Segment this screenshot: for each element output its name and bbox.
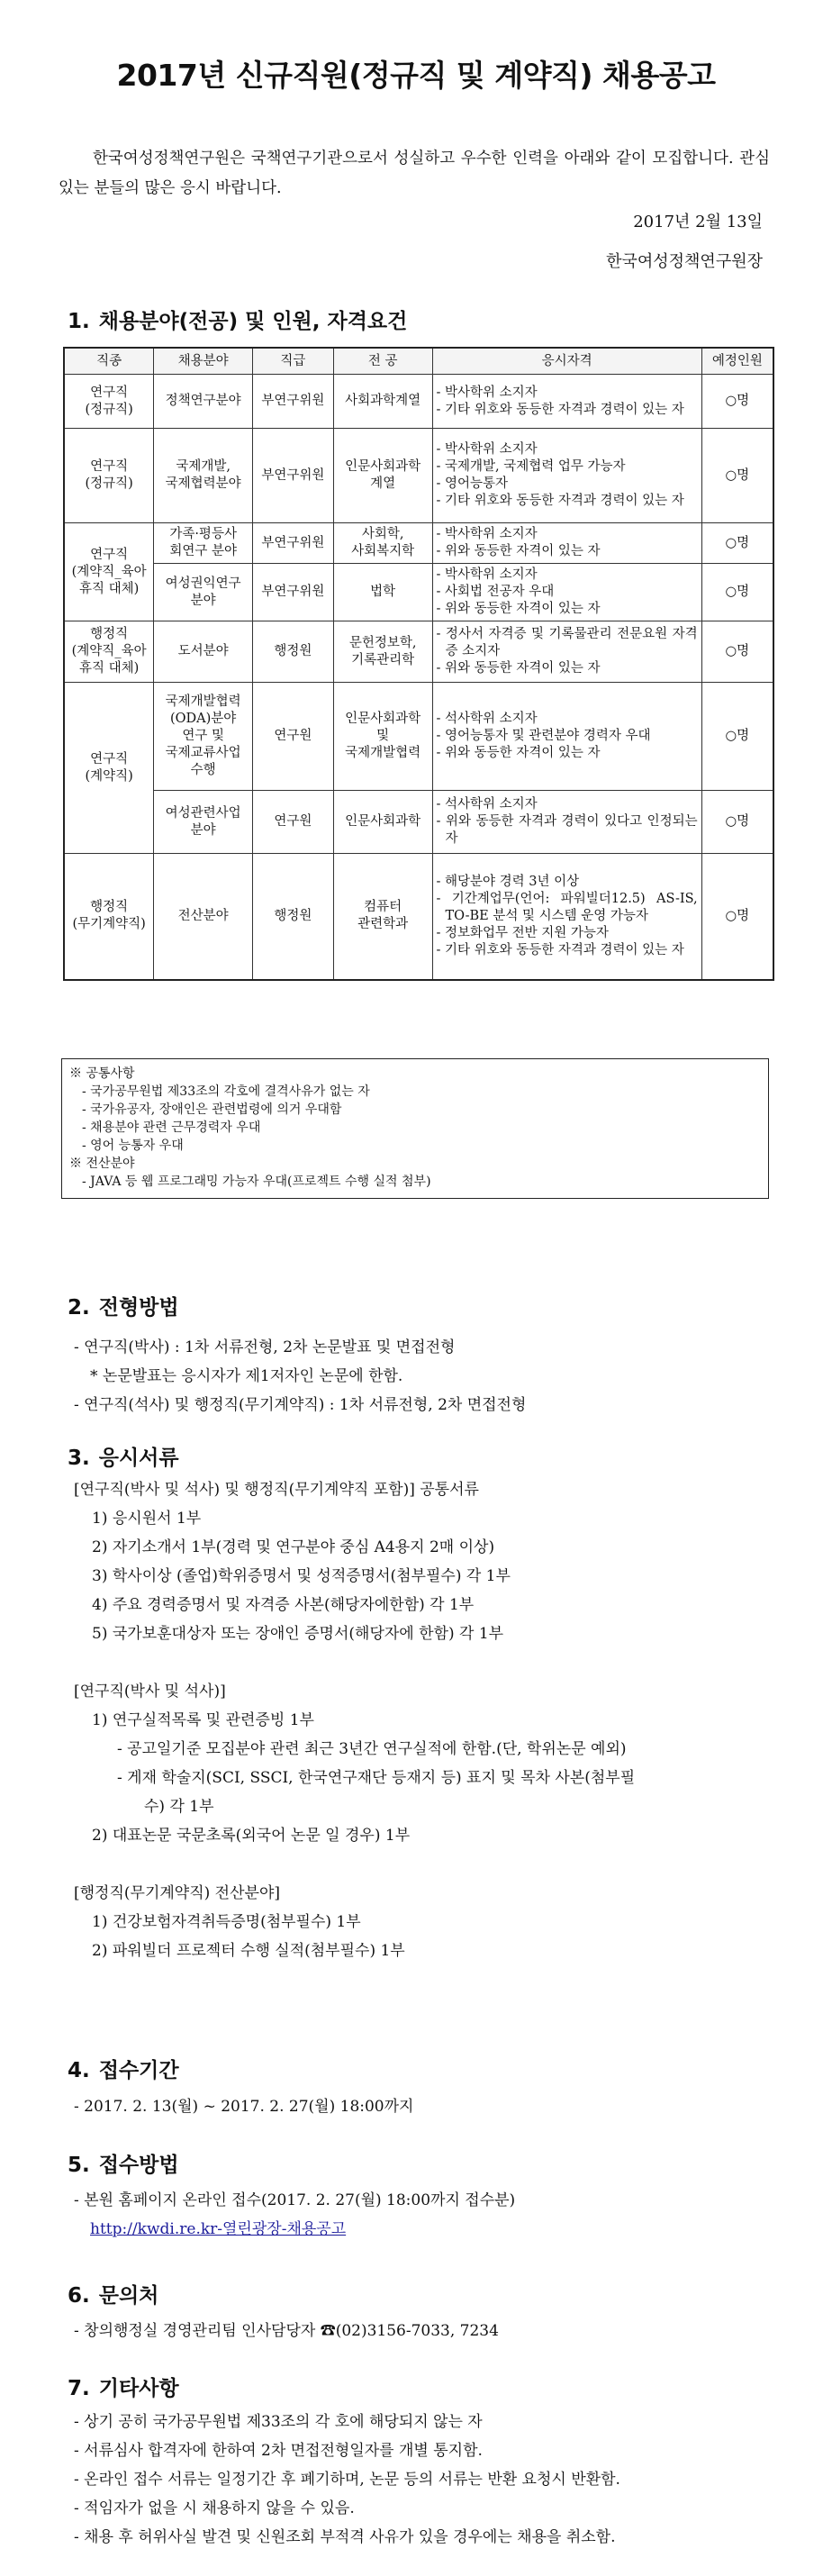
cell-count: ○명 xyxy=(701,564,773,621)
cell-jong: 행정직 (무기계약직) xyxy=(64,854,154,980)
qual-item: - 해당분야 경력 3년 이상 xyxy=(436,874,580,889)
cell-field: 여성관련사업 분야 xyxy=(154,791,253,854)
qual-item: - 영어능통자 및 관련분야 경력자 우대 xyxy=(436,729,651,743)
section-2-heading: 2. 전형방법 xyxy=(68,1296,179,1320)
section-2-body xyxy=(74,1333,785,1420)
docs-item: 1) 건강보험자격취득증명(첨부필수) 1부 xyxy=(92,1913,361,1931)
notice-date: 2017년 2월 13일 xyxy=(633,213,763,231)
cell-quals xyxy=(432,854,701,980)
cell-count: ○명 xyxy=(701,791,773,854)
contact-line: - 창의행정실 경영관리팀 인사담당자 ☎(02)3156-7033, 7234 xyxy=(74,2322,499,2340)
qual-item: - 기타 위호와 동등한 자격과 경력이 있는 자 xyxy=(436,402,684,417)
qual-item: - 박사학위 소지자 xyxy=(436,527,538,541)
section-6-heading: 6. 문의처 xyxy=(68,2284,159,2308)
cell-major: 인문사회과학 xyxy=(333,791,432,854)
cell-count: ○명 xyxy=(701,854,773,980)
docs-group-research: [연구직(박사 및 석사)] xyxy=(74,1683,226,1701)
header-count: 예정인원 xyxy=(701,348,773,375)
issuer-name: 한국여성정책연구원장 xyxy=(606,252,763,271)
qual-item: - 석사학위 소지자 xyxy=(436,797,538,812)
notes-common-item: - 채용분야 관련 근무경력자 우대 xyxy=(82,1120,261,1135)
table-row xyxy=(64,523,773,564)
cell-grade: 부연구위원 xyxy=(253,375,334,429)
notes-it-item: - JAVA 등 웹 프로그래밍 가능자 우대(프로젝트 수행 실적 첨부) xyxy=(82,1175,431,1189)
cell-field: 도서분야 xyxy=(154,621,253,683)
notes-common-heading: ※ 공통사항 xyxy=(69,1066,135,1081)
qual-item: - 박사학위 소지자 xyxy=(436,442,538,457)
section-5-body xyxy=(74,2186,785,2244)
notes-box xyxy=(61,1058,769,1199)
qual-item: - 영어능통자 xyxy=(436,476,509,491)
qual-item: - 기간계업무(언어: 파워빌더12.5) AS-IS, TO-BE 분석 및 시스템 운영 가능자 xyxy=(436,891,698,923)
table-row xyxy=(64,429,773,523)
selection-line: - 연구직(박사) : 1차 서류전형, 2차 논문발표 및 면접전형 xyxy=(74,1338,456,1356)
apply-line: - 본원 홈페이지 온라인 접수(2017. 2. 27(월) 18:00까지 접수분) xyxy=(74,2191,516,2209)
notes-it-heading: ※ 전산분야 xyxy=(69,1156,135,1171)
docs-subitem-cont: 수) 각 1부 xyxy=(144,1798,214,1816)
cell-grade: 행정원 xyxy=(253,854,334,980)
apply-link[interactable]: http://kwdi.re.kr-열린광장-채용공고 xyxy=(90,2220,347,2238)
header-quals: 응시자격 xyxy=(432,348,701,375)
qual-item: - 위와 동등한 자격이 있는 자 xyxy=(436,746,601,760)
misc-line: - 상기 공히 국가공무원법 제33조의 각 호에 해당되지 않는 자 xyxy=(74,2413,483,2431)
docs-item: 2) 대표논문 국문초록(외국어 논문 일 경우) 1부 xyxy=(92,1827,411,1845)
cell-grade: 행정원 xyxy=(253,621,334,683)
selection-line: - 연구직(석사) 및 행정직(무기계약직) : 1차 서류전형, 2차 면접전형 xyxy=(74,1396,527,1414)
qual-item: - 위와 동등한 자격이 있는 자 xyxy=(436,544,601,558)
docs-item: 2) 파워빌더 프로젝터 수행 실적(첨부필수) 1부 xyxy=(92,1942,405,1960)
cell-quals xyxy=(432,564,701,621)
qual-item: - 석사학위 소지자 xyxy=(436,712,538,726)
qual-item: - 위와 동등한 자격이 있는 자 xyxy=(436,602,601,616)
cell-major: 법학 xyxy=(333,564,432,621)
qual-item: - 기타 위호와 동등한 자격과 경력이 있는 자 xyxy=(436,942,684,957)
section-3-heading: 3. 응시서류 xyxy=(68,1447,179,1470)
docs-item: 2) 자기소개서 1부(경력 및 연구분야 중심 A4용지 2매 이상) xyxy=(92,1538,495,1556)
cell-field: 국제개발협력 (ODA)분야 연구 및 국제교류사업 수행 xyxy=(154,683,253,791)
misc-line: - 적임자가 없을 시 채용하지 않을 수 있음. xyxy=(74,2499,355,2517)
docs-group-it: [행정직(무기계약직) 전산분야] xyxy=(74,1884,280,1902)
table-body xyxy=(64,375,773,980)
qual-item: - 사회법 전공자 우대 xyxy=(436,585,555,599)
qual-item: - 위와 동등한 자격이 있는 자 xyxy=(436,661,601,676)
cell-grade: 부연구위원 xyxy=(253,523,334,564)
cell-major: 문헌정보학, 기록관리학 xyxy=(333,621,432,683)
qual-item: - 박사학위 소지자 xyxy=(436,567,538,582)
cell-major: 사회학, 사회복지학 xyxy=(333,523,432,564)
cell-jong: 연구직 (계약직_육아 휴직 대체) xyxy=(64,523,154,621)
cell-jong: 연구직 (정규직) xyxy=(64,429,154,523)
table-row xyxy=(64,564,773,621)
qual-item: - 기타 위호와 동등한 자격과 경력이 있는 자 xyxy=(436,494,684,508)
cell-count: ○명 xyxy=(701,683,773,791)
cell-count: ○명 xyxy=(701,523,773,564)
docs-item: 4) 주요 경력증명서 및 자격증 사본(해당자에한함) 각 1부 xyxy=(92,1596,475,1614)
cell-grade: 부연구위원 xyxy=(253,564,334,621)
section-7-body xyxy=(74,2408,785,2552)
docs-item: 5) 국가보훈대상자 또는 장애인 증명서(해당자에 한함) 각 1부 xyxy=(92,1625,504,1643)
cell-major: 컴퓨터 관련학과 xyxy=(333,854,432,980)
cell-quals xyxy=(432,791,701,854)
section-3-body xyxy=(74,1475,785,1965)
cell-major: 인문사회과학 계열 xyxy=(333,429,432,523)
cell-field: 가족·평등사 회연구 분야 xyxy=(154,523,253,564)
cell-count: ○명 xyxy=(701,621,773,683)
section-4-heading: 4. 접수기간 xyxy=(68,2059,179,2082)
cell-major: 인문사회과학 및 국제개발협력 xyxy=(333,683,432,791)
table-row xyxy=(64,791,773,854)
period-line: - 2017. 2. 13(월) ~ 2017. 2. 27(월) 18:00까지 xyxy=(74,2098,414,2116)
cell-jong: 연구직 (정규직) xyxy=(64,375,154,429)
cell-quals xyxy=(432,375,701,429)
header-field: 채용분야 xyxy=(154,348,253,375)
cell-grade: 부연구위원 xyxy=(253,429,334,523)
header-major: 전 공 xyxy=(333,348,432,375)
requirements-table xyxy=(63,347,774,981)
table-row xyxy=(64,375,773,429)
section-7-heading: 7. 기타사항 xyxy=(68,2377,179,2400)
cell-field: 전산분야 xyxy=(154,854,253,980)
docs-item: 1) 응시원서 1부 xyxy=(92,1510,202,1528)
notes-common-item: - 국가유공자, 장애인은 관련법령에 의거 우대함 xyxy=(82,1102,342,1117)
cell-field: 정책연구분야 xyxy=(154,375,253,429)
cell-count: ○명 xyxy=(701,429,773,523)
header-grade: 직급 xyxy=(253,348,334,375)
cell-quals xyxy=(432,621,701,683)
qual-item: - 정사서 자격증 및 기록물관리 전문요원 자격증 소지자 xyxy=(436,627,698,658)
notes-common-item: - 국가공무원법 제33조의 각호에 결격사유가 없는 자 xyxy=(82,1084,370,1099)
section-1-heading: 1. 채용분야(전공) 및 인원, 자격요건 xyxy=(68,310,408,333)
selection-note: * 논문발표는 응시자가 제1저자인 논문에 한함. xyxy=(90,1367,403,1385)
qual-item: - 국제개발, 국제협력 업무 가능자 xyxy=(436,459,626,474)
cell-field: 국제개발, 국제협력분야 xyxy=(154,429,253,523)
cell-major: 사회과학계열 xyxy=(333,375,432,429)
table-row xyxy=(64,621,773,683)
docs-group-common: [연구직(박사 및 석사) 및 행정직(무기계약직 포함)] 공통서류 xyxy=(74,1481,479,1499)
header-jong: 직종 xyxy=(64,348,154,375)
table-row xyxy=(64,854,773,980)
cell-jong: 연구직 (계약직) xyxy=(64,683,154,854)
cell-field: 여성권익연구 분야 xyxy=(154,564,253,621)
section-5-heading: 5. 접수방법 xyxy=(68,2154,179,2177)
misc-line: - 서류심사 합격자에 한하여 2차 면접전형일자를 개별 통지함. xyxy=(74,2442,483,2460)
docs-subitem: - 공고일기준 모집분야 관련 최근 3년간 연구실적에 한함.(단, 학위논문 예외) xyxy=(117,1740,627,1758)
docs-item: 1) 연구실적목록 및 관련증빙 1부 xyxy=(92,1711,314,1729)
cell-count: ○명 xyxy=(701,375,773,429)
cell-jong: 행정직 (계약직_육아 휴직 대체) xyxy=(64,621,154,683)
docs-subitem: - 게재 학술지(SCI, SSCI, 한국연구재단 등재지 등) 표지 및 목차 사본(첨부필 xyxy=(117,1769,636,1787)
cell-quals xyxy=(432,429,701,523)
intro-paragraph: 한국여성정책연구원은 국책연구기관으로서 성실하고 우수한 인력을 아래와 같이 모집합니다. 관심있는 분들의 많은 응시 바랍니다. xyxy=(59,150,770,197)
page-title: 2017년 신규직원(정규직 및 계약직) 채용공고 xyxy=(116,58,716,93)
cell-quals xyxy=(432,523,701,564)
table-row xyxy=(64,683,773,791)
notes-common-item: - 영어 능통자 우대 xyxy=(82,1138,184,1153)
qual-item: - 정보화업무 전반 지원 가능자 xyxy=(436,925,609,940)
misc-line: - 채용 후 허위사실 발견 및 신원조회 부적격 사유가 있을 경우에는 채용을 취소함. xyxy=(74,2528,616,2546)
misc-line: - 온라인 접수 서류는 일정기간 후 폐기하며, 논문 등의 서류는 반환 요청시 반환함. xyxy=(74,2471,620,2489)
cell-grade: 연구원 xyxy=(253,791,334,854)
cell-grade: 연구원 xyxy=(253,683,334,791)
qual-item: - 박사학위 소지자 xyxy=(436,385,538,400)
docs-item: 3) 학사이상 (졸업)학위증명서 및 성적증명서(첨부필수) 각 1부 xyxy=(92,1567,511,1585)
qual-item: - 위와 동등한 자격과 경력이 있다고 인정되는 자 xyxy=(436,814,698,846)
cell-quals xyxy=(432,683,701,791)
table-header-row xyxy=(64,348,773,375)
